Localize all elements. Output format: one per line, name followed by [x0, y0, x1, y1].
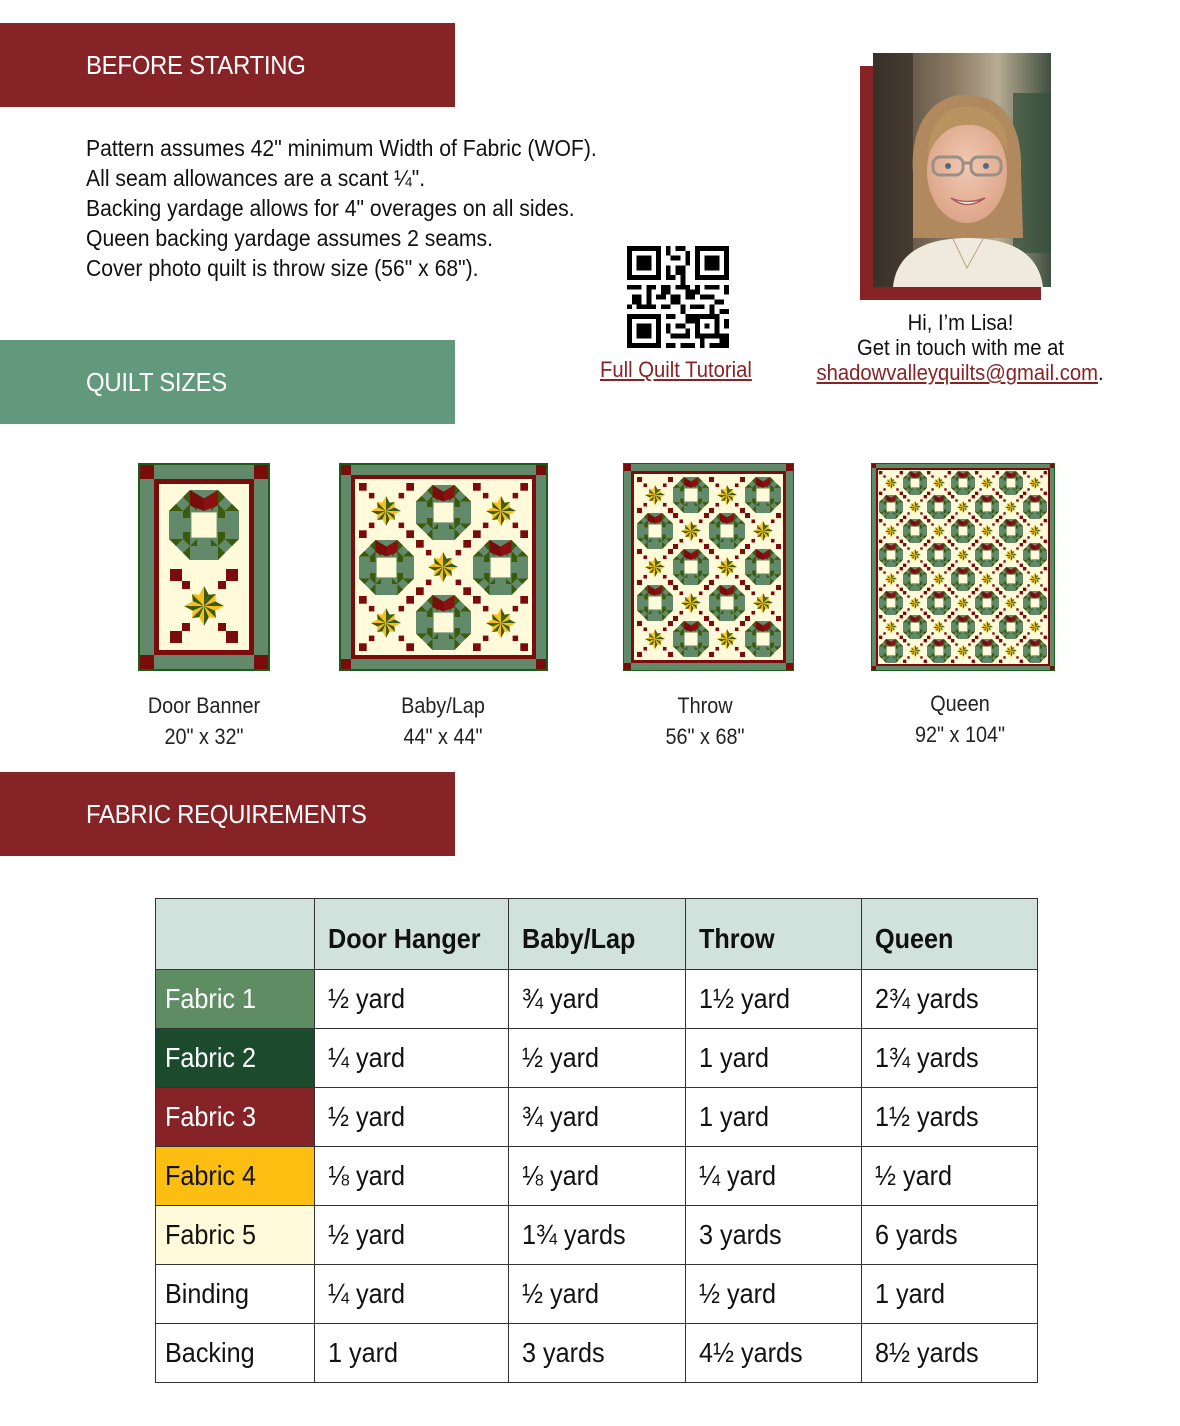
row-label-fabric-1: Fabric 1	[156, 970, 315, 1029]
header-cell-baby-lap: Baby/Lap	[509, 899, 686, 970]
table-cell: 1 yard	[686, 1088, 862, 1147]
note-line: All seam allowances are a scant ¼".	[86, 165, 426, 191]
table-cell: 3 yards	[686, 1206, 862, 1265]
quilt-caption-queen	[860, 688, 1060, 750]
quilt-image-throw	[623, 463, 794, 671]
section-banner-fabric-requirements	[0, 772, 455, 856]
table-cell: ¼ yard	[315, 1029, 509, 1088]
quilt-caption-door-banner	[104, 690, 304, 752]
section-title: FABRIC REQUIREMENTS	[86, 799, 367, 829]
before-starting-notes	[86, 133, 641, 283]
table-cell: 1½ yard	[686, 970, 862, 1029]
table-cell: ½ yard	[509, 1029, 686, 1088]
row-label-fabric-5: Fabric 5	[156, 1206, 315, 1265]
contact-line: Get in touch with me at	[856, 335, 1064, 360]
quilt-image-door-banner	[138, 463, 270, 671]
table-row	[156, 970, 1038, 1029]
table-cell: 1½ yards	[862, 1088, 1038, 1147]
table-row	[156, 1265, 1038, 1324]
header-cell-door-hanger: Door Hanger	[315, 899, 509, 970]
table-cell: ½ yard	[862, 1147, 1038, 1206]
row-label-fabric-4: Fabric 4	[156, 1147, 315, 1206]
quilt-caption-throw	[605, 690, 805, 752]
author-contact	[790, 310, 1130, 385]
table-cell: 1 yard	[686, 1029, 862, 1088]
quilt-size: 20" x 32"	[164, 724, 244, 749]
table-row	[156, 1088, 1038, 1147]
email-link[interactable]: shadowvalleyquilts@gmail.com	[816, 360, 1098, 385]
table-cell: 1¾ yards	[862, 1029, 1038, 1088]
table-cell: 1 yard	[862, 1265, 1038, 1324]
quilt-size: 44" x 44"	[403, 724, 483, 749]
quilt-image-baby-lap	[339, 463, 548, 671]
table-cell: ¾ yard	[509, 970, 686, 1029]
table-cell: 3 yards	[509, 1324, 686, 1383]
full-quilt-tutorial-link[interactable]: Full Quilt Tutorial	[600, 357, 752, 382]
table-header-row	[156, 899, 1038, 970]
table-cell: ⅛ yard	[509, 1147, 686, 1206]
table-cell: ¼ yard	[315, 1265, 509, 1324]
quilt-name: Baby/Lap	[401, 693, 485, 718]
header-cell-empty	[156, 899, 315, 970]
quilt-name: Queen	[930, 691, 990, 716]
table-cell: 1 yard	[315, 1324, 509, 1383]
qr-code-icon[interactable]	[627, 246, 729, 348]
quilt-size: 56" x 68"	[665, 724, 745, 749]
quilt-name: Throw	[677, 693, 733, 718]
table-cell: ⅛ yard	[315, 1147, 509, 1206]
quilt-image-queen	[871, 463, 1055, 671]
table-row	[156, 1324, 1038, 1383]
table-row	[156, 1147, 1038, 1206]
fabric-requirements-table	[155, 898, 1038, 1383]
note-line: Backing yardage allows for 4" overages on all sides.	[86, 195, 575, 221]
row-label-fabric-3: Fabric 3	[156, 1088, 315, 1147]
row-label-backing: Backing	[156, 1324, 315, 1383]
table-row	[156, 1029, 1038, 1088]
row-label-binding: Binding	[156, 1265, 315, 1324]
table-cell: ½ yard	[315, 1088, 509, 1147]
quilt-name: Door Banner	[147, 693, 261, 718]
table-cell: ½ yard	[315, 970, 509, 1029]
table-cell: ¼ yard	[686, 1147, 862, 1206]
section-title: QUILT SIZES	[86, 367, 227, 397]
note-line: Queen backing yardage assumes 2 seams.	[86, 225, 493, 251]
table-cell: ½ yard	[315, 1206, 509, 1265]
table-cell: 4½ yards	[686, 1324, 862, 1383]
table-cell: ½ yard	[509, 1265, 686, 1324]
header-cell-throw: Throw	[686, 899, 862, 970]
author-photo	[873, 53, 1051, 287]
section-banner-quilt-sizes	[0, 340, 455, 424]
quilt-caption-baby-lap	[343, 690, 543, 752]
table-cell: 2¾ yards	[862, 970, 1038, 1029]
note-line: Pattern assumes 42" minimum Width of Fabric (WOF).	[86, 135, 597, 161]
table-cell: ½ yard	[686, 1265, 862, 1324]
header-cell-queen: Queen	[862, 899, 1038, 970]
table-row	[156, 1206, 1038, 1265]
section-banner-before-starting	[0, 23, 455, 107]
table-cell: 8½ yards	[862, 1324, 1038, 1383]
quilt-size: 92" x 104"	[914, 722, 1006, 747]
section-title: BEFORE STARTING	[86, 50, 306, 80]
note-line: Cover photo quilt is throw size (56" x 68").	[86, 255, 479, 281]
table-cell: ¾ yard	[509, 1088, 686, 1147]
row-label-fabric-2: Fabric 2	[156, 1029, 315, 1088]
table-cell: 6 yards	[862, 1206, 1038, 1265]
email-suffix: .	[1097, 360, 1104, 385]
table-cell: 1¾ yards	[509, 1206, 686, 1265]
author-greeting: Hi, I’m Lisa!	[907, 310, 1013, 335]
